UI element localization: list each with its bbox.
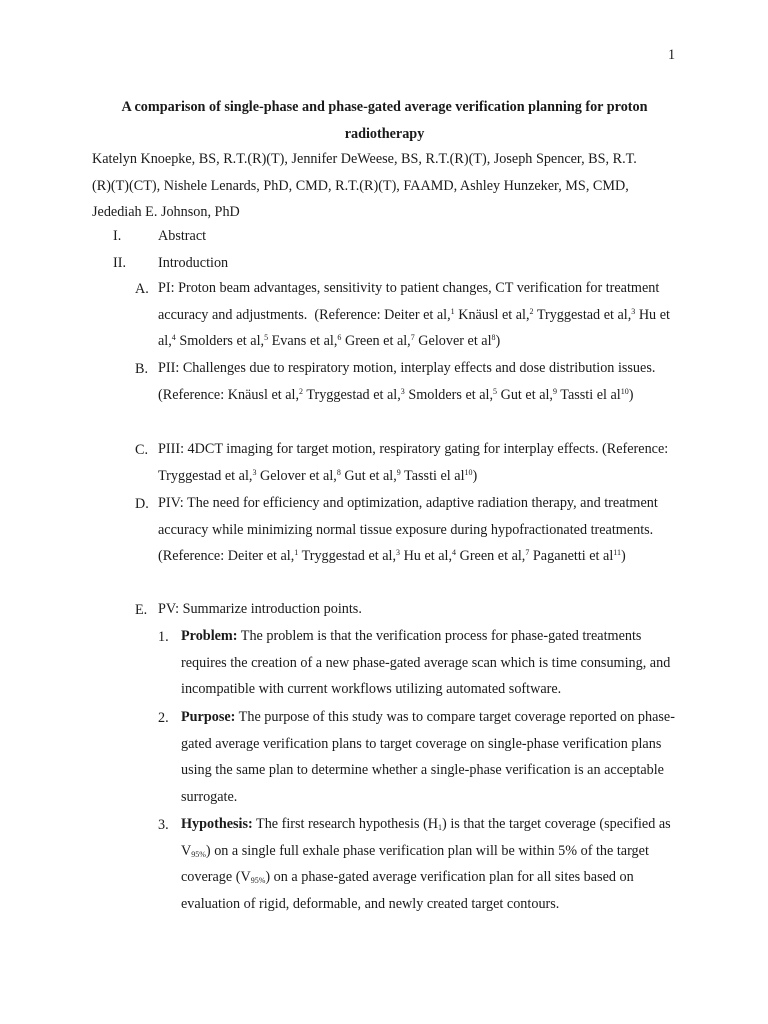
outline-label-a: A. xyxy=(135,281,149,297)
outline-label-d: D. xyxy=(135,496,149,512)
outline-label-i: I. xyxy=(113,228,122,244)
outline-label-e: E. xyxy=(135,602,148,618)
document-title: A comparison of single-phase and phase-gated average verification planning for proton radiotherapy xyxy=(121,99,648,142)
outline-item-problem: Problem: The problem is that the verification process for phase-gated treatments requires the creation of a new phase-gated average scan which is time consuming, and incompatible with current workflows utilizing automated software. xyxy=(181,628,671,698)
outline-label-ii: II. xyxy=(113,255,126,271)
page-number: 1 xyxy=(668,47,676,63)
outline-item-d: PIV: The need for efficiency and optimization, adaptive radiation therapy, and treatment accuracy while minimizing normal tissue exposure during hypofractionated treatments. (Reference: Deiter et al,$^1$ Tryggestad et al,$^3$ Hu et al,$^4$ Green et al,$^7$ Paganetti et $al^{11}$) xyxy=(158,495,658,565)
outline-item-e: PV: Summarize introduction points. xyxy=(158,601,362,617)
outline-label-2: 2. xyxy=(158,710,169,726)
author-list: Katelyn Knoepke, BS, R.T.(R)(T), Jennifer DeWeese, BS, R.T.(R)(T), Joseph Spencer, BS, R.T. (R)(T)(CT), Nishele Lenards, PhD, CMD, R.T.(R)(T), FAAMD, Ashley Hunzeker, MS, CMD, Jedediah E. Johnson, PhD xyxy=(92,151,637,221)
outline-item-c: PIII: 4DCT imaging for target motion, respiratory gating for interplay effects. (Reference: Tryggestad et al,$^3$ Gelover et al,$^8$ Gut et al,$^9$ Tassti el $al^{10}$) xyxy=(158,441,669,484)
outline-item-hypothesis: Hypothesis: The first research hypothesis $(H_1)$ is that the target coverage (specified as $V_{95\%}$) on a single full exhale phase verification plan will be within 5% of the target coverage $(V_{95\%})$ on a phase-gated average verification plan for all sites based on evaluation of rigid, deformable, and newly created target contours. xyxy=(181,816,671,912)
outline-item-purpose: Purpose: The purpose of this study was to compare target coverage reported on phase-gated average verification plans to target coverage on single-phase verification plans using the same plan to determine whether a single-phase verification is an acceptable surrogate. xyxy=(181,709,675,805)
outline-label-b: B. xyxy=(135,361,149,377)
outline-item-abstract: Abstract xyxy=(158,228,207,244)
outline-label-1: 1. xyxy=(158,629,169,645)
outline-item-a: PI: Proton beam advantages, sensitivity to patient changes, CT verification for treatment accuracy and adjustments. (Reference: Deiter et al,$^1$ Knäusl et al,$^2$ Tryggestad et al,$^3$ Hu et al,$^4$ Smolders et al,$^5$ Evans et al,$^6$ Green et al,$^7$ Gelover et $al^8$) xyxy=(158,280,670,350)
outline-item-introduction: Introduction xyxy=(158,255,229,271)
outline-label-c: C. xyxy=(135,442,149,458)
outline-item-b: PII: Challenges due to respiratory motion, interplay effects and dose distribution issues. (Reference: Knäusl et al,$^2$ Tryggestad et al,$^3$ Smolders et al,$^5$ Gut et al,$^9$ Tassti el $al^{10}$) xyxy=(158,360,656,403)
outline-label-3: 3. xyxy=(158,817,169,833)
